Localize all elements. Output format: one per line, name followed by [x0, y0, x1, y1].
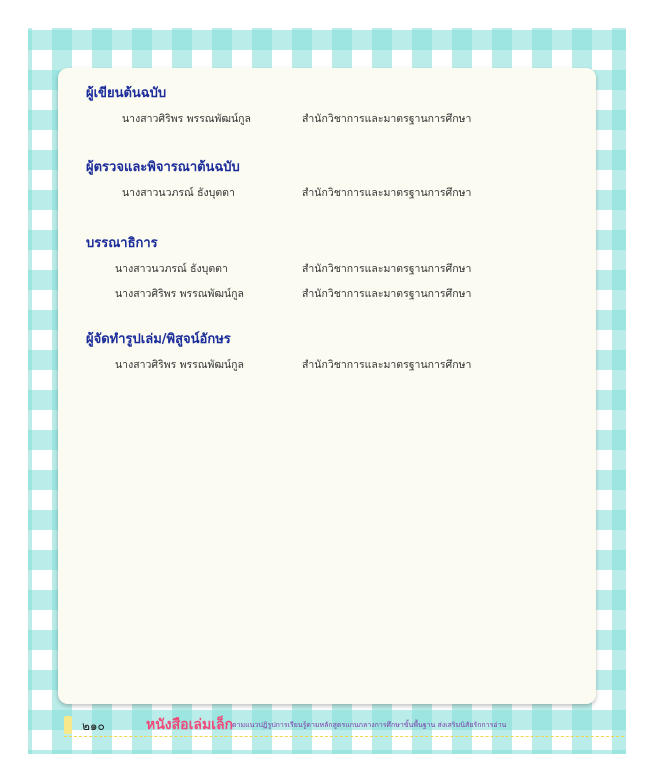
section-title-layout-proofreading: ผู้จัดทำรูปเล่ม/พิสูจน์อักษร: [86, 332, 231, 347]
series-description: ตามแนวปฏิรูปการเรียนรู้ตามหลักสูตรแกนกลางการศึกษาขั้นพื้นฐาน ส่งเสริมนิสัยรักการอ่าน: [232, 721, 507, 729]
person-name: นางสาวศิริพร พรรณพัฒน์กูล: [115, 359, 244, 371]
person-org: สำนักวิชาการและมาตรฐานการศึกษา: [302, 263, 472, 275]
person-name: นางสาวนวภรณ์ ธังบุตตา: [122, 187, 235, 199]
section-title-reviewers: ผู้ตรวจและพิจารณาต้นฉบับ: [86, 160, 240, 175]
credit-row: [0, 110, 654, 124]
credit-row: [0, 260, 654, 274]
person-org: สำนักวิชาการและมาตรฐานการศึกษา: [302, 113, 472, 125]
person-name: นางสาวศิริพร พรรณพัฒน์กูล: [115, 288, 244, 300]
section-title-authors: ผู้เขียนต้นฉบับ: [86, 86, 167, 101]
page-margin-bottom: [0, 754, 654, 782]
section-title-editors: บรรณาธิการ: [86, 236, 158, 251]
credit-row: [0, 184, 654, 198]
credit-row: [0, 285, 654, 299]
person-org: สำนักวิชาการและมาตรฐานการศึกษา: [302, 187, 472, 199]
page-margin-top: [0, 0, 654, 28]
page-footer: [64, 714, 624, 737]
series-title: หนังสือเล่มเล็ก: [146, 717, 234, 733]
credit-row: [0, 356, 654, 370]
page-tab-marker: [64, 716, 72, 734]
page-number: ๒๑๐: [82, 719, 105, 733]
person-org: สำนักวิชาการและมาตรฐานการศึกษา: [302, 288, 472, 300]
person-name: นางสาวศิริพร พรรณพัฒน์กูล: [122, 113, 251, 125]
person-org: สำนักวิชาการและมาตรฐานการศึกษา: [302, 359, 472, 371]
person-name: นางสาวนวภรณ์ ธังบุตตา: [115, 263, 228, 275]
